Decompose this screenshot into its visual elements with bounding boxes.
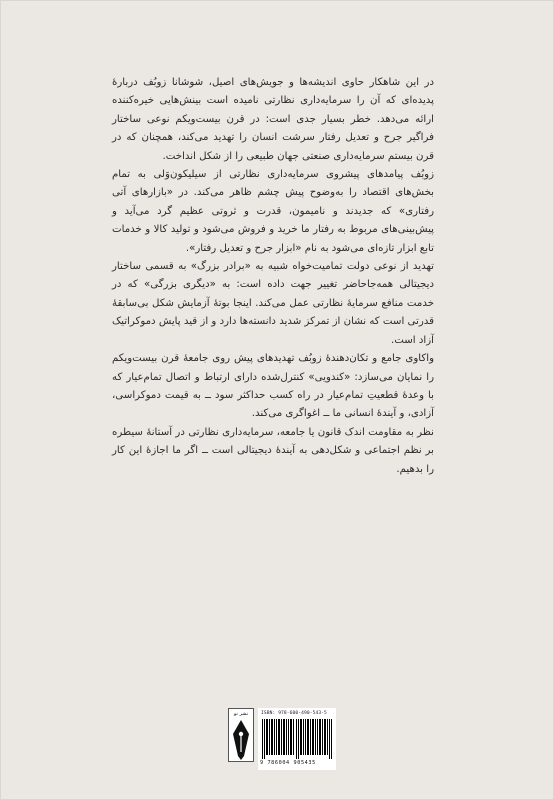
barcode-bars (262, 719, 332, 759)
blurb-paragraph-1: در این شاهکار حاوی اندیشه‌ها و جویش‌های اصیل، شوشانا زوبُف دربارهٔ پدیده‌ای که آن را سرمایه‌داری نظارتی نامیده است بینش‌هایی خیره‌کننده ارائه می‌دهد. خطر بسیار جدی است: در قرن بیست‌ویکم نوعی ساختار فراگیر جرح و تعدیل رفتار سرشت انسان را تهدید می‌کند، همچنان که در قرن بیستم سرمایه‌داری صنعتی جهان طبیعی را از شکل انداخت. (112, 77, 434, 162)
isbn-label: ISBN: 978-600-490-543-5 (261, 711, 327, 716)
blurb-paragraph-3: تهدید از نوعی دولت تمامیت‌خواه شبیه به «برادر بزرگ» به قسمی ساختار دیجیتالی همه‌جاحاضر تغییر جهت داده است: به «دیگری بزرگی» که در خدمت منافع سرمایهٔ نظارتی عمل می‌کند. اینجا بوتهٔ آزمایش شکل بی‌سابقهٔ قدرتی است که نشان از تمرکز شدید دانسته‌ها دارد و از قید پایش دموکراتیک آزاد است. (112, 261, 434, 346)
blurb-paragraph-5: نظر به مقاومت اندک قانون یا جامعه، سرمایه‌داری نظارتی در آستانهٔ سیطره بر نظم اجتماعی و شکل‌دهی به آیندهٔ دیجیتالی است ــ اگر ما اجازهٔ این کار را بدهیم. (112, 426, 434, 475)
barcode (258, 708, 336, 770)
blurb-text (112, 74, 434, 479)
footer (228, 708, 336, 770)
barcode-number: 9 786004 905435 (260, 760, 316, 766)
pen-nib-icon (229, 718, 253, 762)
blurb-paragraph-4: واکاوی جامع و تکان‌دهندهٔ زوبُف تهدیدهای پیش روی جامعهٔ قرن بیست‌ویکم را نمایان می‌سازد: «کندویی» کنترل‌شده دارای ارتباط و اتصال تمام‌عیار که با وعدهٔ قطعیتِ تمام‌عیار در راه کسب حداکثر سود ــ به قیمت دموکراسی، آزادی، و آیندهٔ انسانی ما ــ اغواگری می‌کند. (112, 353, 434, 420)
blurb-paragraph-2: زوبُف پیامدهای پیشروی سرمایه‌داری نظارتی از سیلیکون‌وَلی به تمام بخش‌های اقتصاد را به‌وضوح پیش چشم ظاهر می‌کند. در «بازارهای آتی رفتاری» که جدیدند و نامیمون، قدرت و ثروتی عظیم گرد می‌آید و پیش‌بینی‌های مربوط به رفتار ما خرید و فروش می‌شود و تولید کالا و خدمات تابع ابزار تازه‌ای می‌شود به نام «ابزار جرح و تعدیل رفتار». (112, 169, 434, 254)
publisher-logo (228, 708, 254, 762)
publisher-logo-text: نشر نو (233, 711, 249, 717)
